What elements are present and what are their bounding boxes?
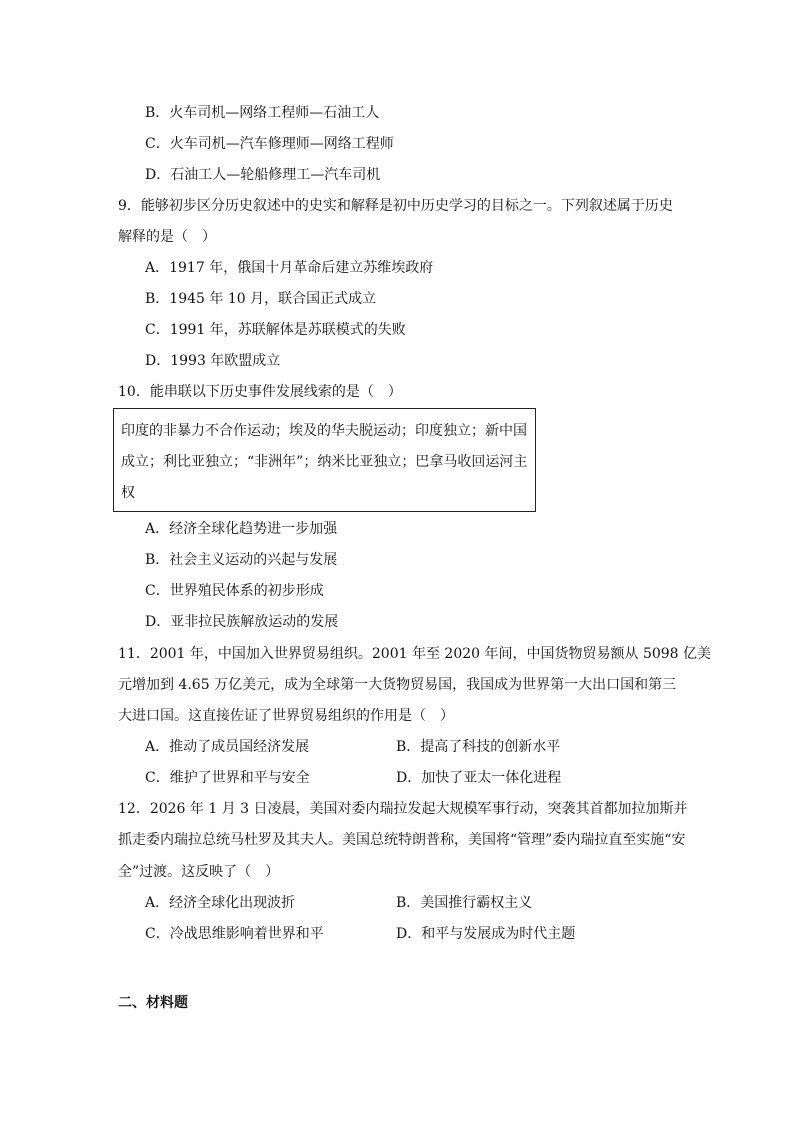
q10-stem: 10．能串联以下历史事件发展线索的是（ ）: [118, 384, 402, 400]
q10-material-line1: 印度的非暴力不合作运动；埃及的华夫脱运动；印度独立；新中国: [121, 423, 527, 439]
q8-option-c: C．火车司机—汽车修理师—网络工程师: [145, 136, 394, 152]
q9-stem-line2: 解释的是（ ）: [118, 229, 216, 245]
q10-option-c: C．世界殖民体系的初步形成: [145, 583, 324, 599]
q9-option-c: C．1991 年，苏联解体是苏联模式的失败: [145, 322, 406, 338]
q10-material-line2: 成立；利比亚独立；“非洲年”；纳米比亚独立；巴拿马收回运河主: [121, 454, 528, 470]
q12-option-b: B．美国推行霸权主义: [396, 895, 533, 911]
q11-option-b: B．提高了科技的创新水平: [396, 739, 561, 755]
q8-option-b: B．火车司机—网络工程师—石油工人: [145, 105, 380, 121]
q12-stem-line1: 12．2026 年 1 月 3 日凌晨，美国对委内瑞拉发起大规模军事行动，突袭其首都加拉加斯并: [118, 801, 688, 817]
q12-option-c: C．冷战思维影响着世界和平: [145, 926, 324, 942]
q11-option-c: C．维护了世界和平与安全: [145, 770, 310, 786]
q9-stem-line1: 9．能够初步区分历史叙述中的史实和解释是初中历史学习的目标之一。下列叙述属于历史: [118, 198, 673, 214]
q10-option-b: B．社会主义运动的兴起与发展: [145, 552, 338, 568]
q9-option-d: D．1993 年欧盟成立: [145, 353, 281, 369]
q12-stem-line3: 全”过渡。这反映了（ ）: [118, 864, 280, 880]
q10-material-line3: 权: [121, 485, 135, 501]
q10-option-d: D．亚非拉民族解放运动的发展: [145, 614, 339, 630]
q11-stem-line3: 大进口国。这直接佐证了世界贸易组织的作用是（ ）: [118, 708, 454, 724]
section-title: 二、材料题: [118, 995, 188, 1011]
q10-material-box: [113, 408, 536, 512]
q12-option-a: A．经济全球化出现波折: [145, 895, 296, 911]
q11-option-d: D．加快了亚太一体化进程: [396, 770, 562, 786]
q11-option-a: A．推动了成员国经济发展: [145, 739, 310, 755]
q10-option-a: A．经济全球化趋势进一步加强: [145, 521, 338, 537]
q12-option-d: D．和平与发展成为时代主题: [396, 926, 576, 942]
q11-stem-line1: 11．2001 年，中国加入世界贸易组织。2001 年至 2020 年间，中国货物贸易额从 5098 亿美: [118, 646, 712, 662]
q9-option-b: B．1945 年 10 月，联合国正式成立: [145, 291, 377, 307]
q11-stem-line2: 元增加到 4.65 万亿美元，成为全球第一大货物贸易国，我国成为世界第一大出口国和第三: [118, 677, 677, 693]
q9-option-a: A．1917 年，俄国十月革命后建立苏维埃政府: [145, 260, 434, 276]
q12-stem-line2: 抓走委内瑞拉总统马杜罗及其夫人。美国总统特朗普称，美国将“管理”委内瑞拉直至实施“安: [118, 832, 686, 848]
q8-option-d: D．石油工人—轮船修理工—汽车司机: [145, 167, 381, 183]
